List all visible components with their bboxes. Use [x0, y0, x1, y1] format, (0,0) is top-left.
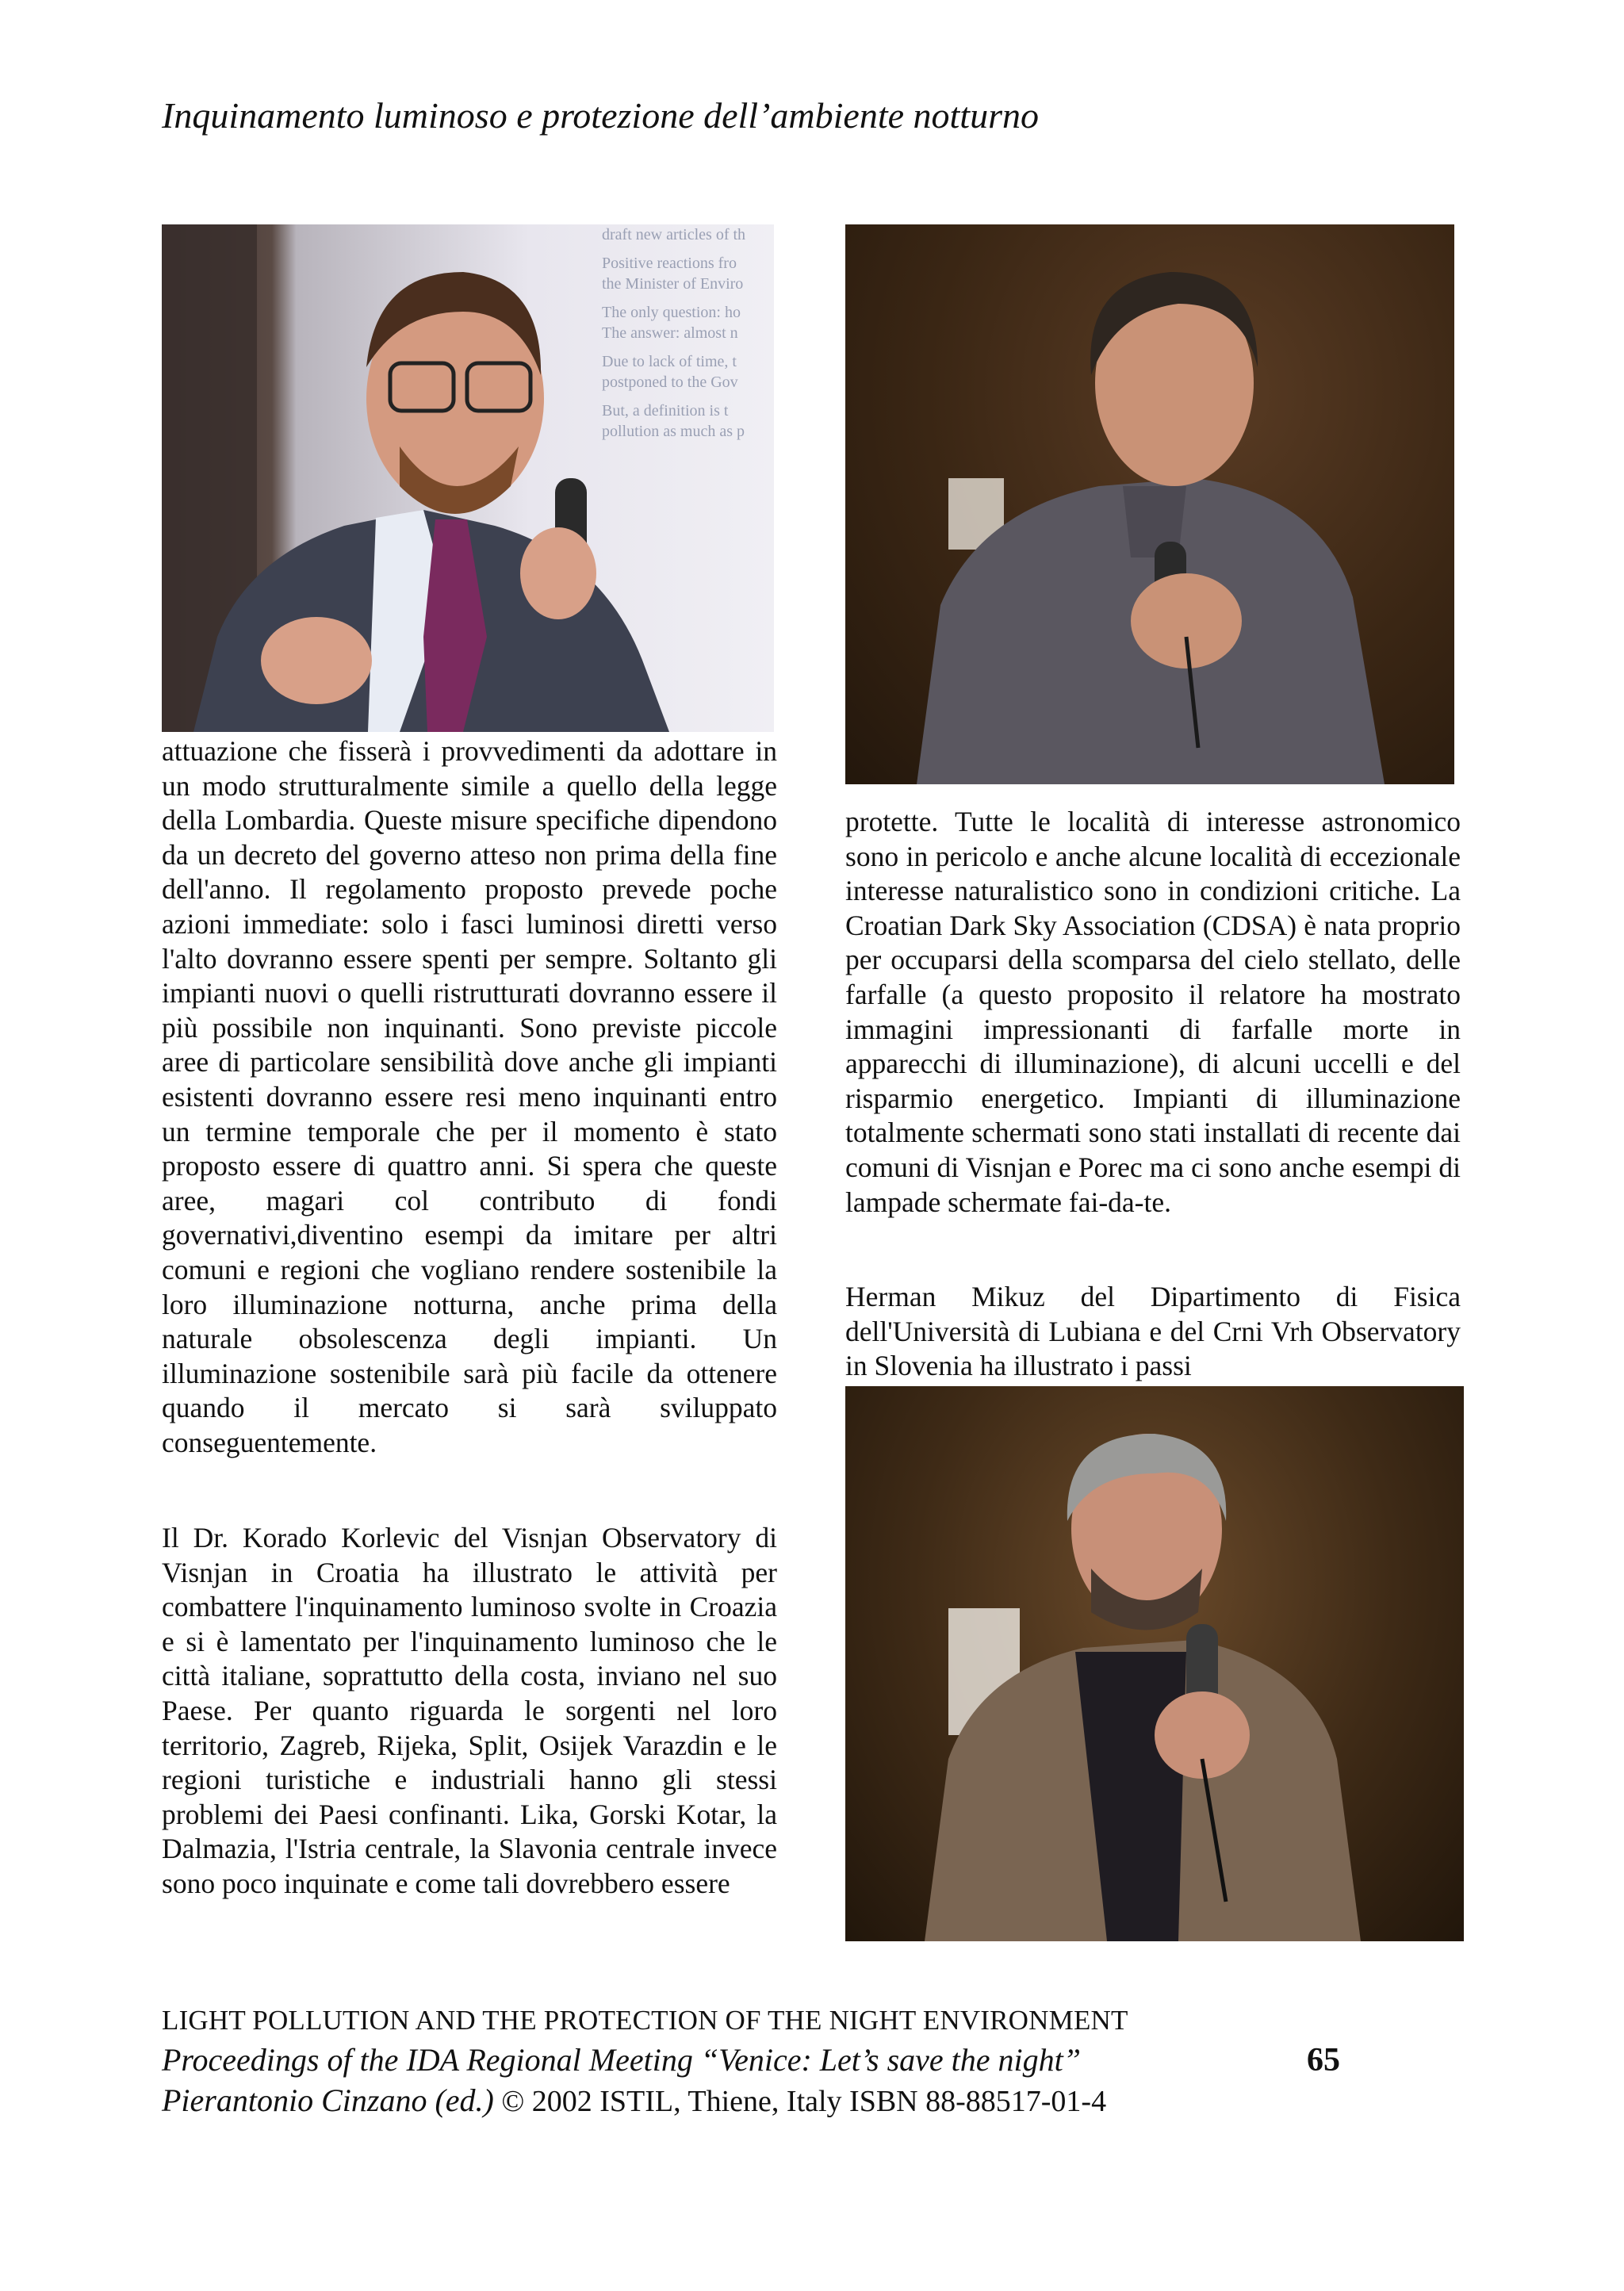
- editor-line: [162, 2081, 1106, 2121]
- speaker-figure-3: [845, 1386, 1464, 1941]
- running-title: Inquinamento luminoso e protezione dell’ambiente notturno: [162, 95, 1039, 136]
- page-number: 65: [1307, 2042, 1340, 2078]
- right-column-text-1: [845, 805, 1461, 1220]
- speaker-photo-1: [162, 224, 774, 732]
- left-column-text-2: [162, 1521, 777, 1902]
- speaker-photo-2: [845, 224, 1454, 784]
- paragraph: Il Dr. Korado Korlevic del Visnjan Observatory di Visnjan in Croatia ha illustrato le attività per combattere l'inquinamento luminoso svolte in Croazia e si è lamentato per l'inquinamento luminoso che le città italiane, soprattutto della costa, inviano nel suo Paese. Per quanto riguarda le sorgenti nel loro territorio, Zagreb, Rijeka, Split, Osijek Varazdin e le regioni turistiche e industriali hanno gli stessi problemi dei Paesi confinanti. Lika, Gorski Kotar, la Dalmazia, l'Istria centrale, la Slavonia centrale invece sono poco inquinate e come tali dovrebbero essere: [162, 1522, 777, 1899]
- editor: Pierantonio Cinzano (ed.): [162, 2082, 494, 2118]
- paragraph: protette. Tutte le località di interesse astronomico sono in pericolo e anche alcune località di eccezionale interesse naturalistico sono in condizioni critiche. La Croatian Dark Sky Association (CDSA) è nata proprio per occuparsi della scomparsa del cielo stellato, delle farfalle (a questo proposito il relatore ha mostrato immagini impressionanti di farfalle morte in apparecchi di illuminazione), di alcuni uccelli e del risparmio energetico. Impianti di illuminazione totalmente schermati sono stati installati di recente dai comuni di Visnjan e Porec ma ci sono anche esempi di lampade schermate fai-da-te.: [845, 806, 1461, 1218]
- right-column-text-2: [845, 1280, 1461, 1384]
- paragraph: attuazione che fisserà i provvedimenti da adottare in un modo strutturalmente simile a quello della legge della Lombardia. Queste misure specifiche dipendono da un decreto del governo atteso non prima della fine dell'anno. Il regolamento proposto prevede poche azioni immediate: solo i fasci luminosi diretti verso l'alto dovranno essere spenti per sempre. Soltanto gli impianti nuovi o quelli ristrutturati dovranno essere il più possibile non inquinanti. Sono previste piccole aree di particolare sensibilità dove anche gli impianti esistenti dovranno essere resi meno inquinanti entro un termine temporale che per il momento è stato proposto essere di quattro anni. Si spera che queste aree, magari col contributo di fondi governativi,diventino esempi da imitare per altri comuni e regioni che vogliano rendere sostenibile la loro illuminazione notturna, anche prima della naturale obsolescenza degli impianti. Un illuminazione sostenibile sarà più facile da ottenere quando il mercato si sarà sviluppato conseguentemente.: [162, 735, 777, 1458]
- publisher: © 2002 ISTIL, Thiene, Italy ISBN 88-88517-01-4: [501, 2085, 1107, 2118]
- paragraph: Herman Mikuz del Dipartimento di Fisica dell'Università di Lubiana e del Crni Vrh Observatory in Slovenia ha illustrato i passi: [845, 1281, 1461, 1382]
- left-column-text-1: [162, 734, 777, 1460]
- speaker-figure-2: [845, 224, 1454, 784]
- slide-text: draft new articles of th Positive reactions fro the Minister of Enviro The only question: ho The answer: almost n Due to lack of time, t postponed to the Gov But, a definition is t pollution as much as p: [602, 226, 746, 440]
- series-title: LIGHT POLLUTION AND THE PROTECTION OF THE NIGHT ENVIRONMENT: [162, 2005, 1128, 2036]
- proceedings-title: Proceedings of the IDA Regional Meeting “Venice: Let’s save the night”: [162, 2042, 1082, 2078]
- speaker-photo-3: [845, 1386, 1464, 1941]
